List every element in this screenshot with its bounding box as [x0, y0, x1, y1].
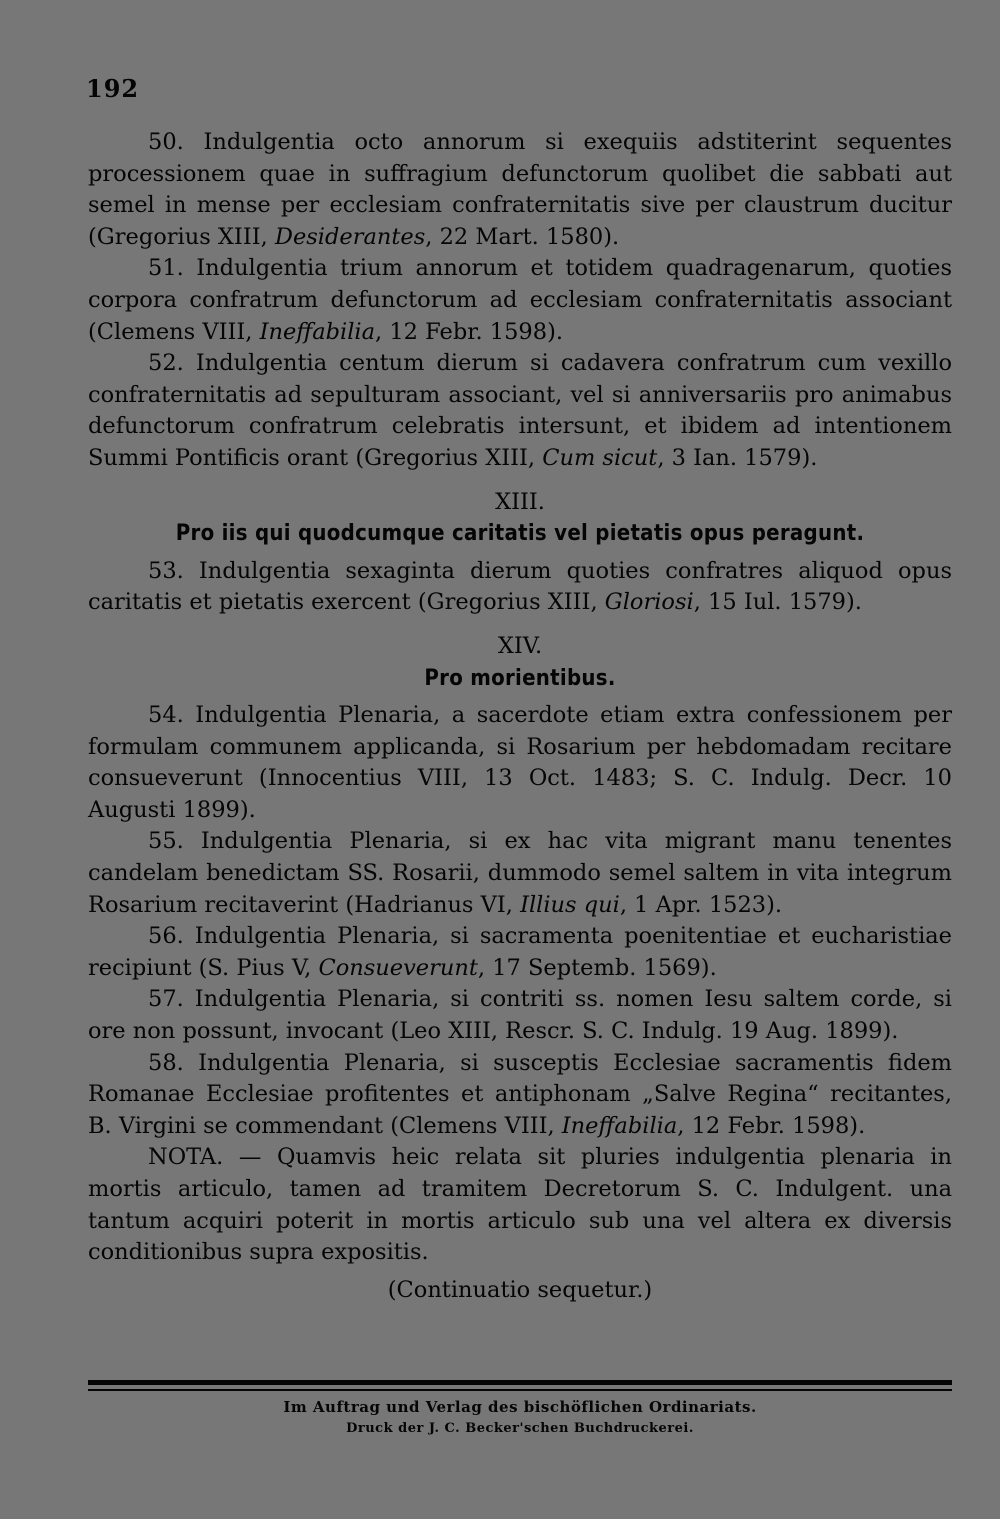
paragraph-58: 58. Indulgentia Plenaria, si susceptis Ecclesiae sacramentis fidem Romanae Ecclesiae profitentes et antiphonam „Salve Regina“ recitantes, B. Virgini se commendant (Clemens VIII, Ineffabilia, 12 Febr. 1598).: [88, 1049, 952, 1139]
imprint-printer: Druck der J. C. Becker'schen Buchdruckerei.: [346, 1421, 694, 1436]
paragraph-54: 54. Indulgentia Plenaria, a sacerdote etiam extra confessionem per formulam communem applicanda, si Rosarium per hebdomadam recitare consueverunt (Innocentius VIII, 13 Oct. 1483; S. C. Indulg. Decr. 10 Augusti 1899).: [88, 702, 952, 823]
page-number: 192: [86, 74, 140, 103]
section-number-xiii: XIII.: [495, 488, 545, 515]
section-title-xiv: Pro morientibus.: [424, 665, 616, 691]
footer-rule-thin: [88, 1389, 952, 1391]
paragraph-55: 55. Indulgentia Plenaria, si ex hac vita migrant manu tenentes candelam benedictam SS. Rosarii, dummodo semel saltem in vita integrum Rosarium recitaverint (Hadrianus VI, Illius qui, 1 Apr. 1523).: [88, 828, 952, 918]
imprint-publisher: Im Auftrag und Verlag des bischöflichen Ordinariats.: [283, 1398, 757, 1416]
paragraph-57: 57. Indulgentia Plenaria, si contriti ss. nomen Iesu saltem corde, si ore non possunt, invocant (Leo XIII, Rescr. S. C. Indulg. 19 Aug. 1899).: [88, 986, 952, 1045]
section-title-xiii: Pro iis qui quodcumque caritatis vel pietatis opus peragunt.: [175, 521, 865, 547]
paragraph-52: 52. Indulgentia centum dierum si cadavera confratrum cum vexillo confraternitatis ad sepulturam associant, vel si anniversariis pro animabus defunctorum confratrum celebratis intersunt, et ibidem ad intentionem Summi Pontificis orant (Gregorius XIII, Cum sicut, 3 Ian. 1579).: [88, 350, 952, 471]
body-text: [88, 127, 952, 1306]
paragraph-50: 50. Indulgentia octo annorum si exequiis adstiterint sequentes processionem quae in suffragium defunctorum quolibet die sabbati aut semel in mense per ecclesiam confraternitatis sive per claustrum ducitur (Gregorius XIII, Desiderantes, 22 Mart. 1580).: [88, 129, 952, 250]
paragraph-53: 53. Indulgentia sexaginta dierum quoties confratres aliquod opus caritatis et pietatis exercent (Gregorius XIII, Gloriosi, 15 Iul. 1579).: [88, 557, 952, 616]
paragraph-56: 56. Indulgentia Plenaria, si sacramenta poenitentiae et eucharistiae recipiunt (S. Pius V, Consueverunt, 17 Septemb. 1569).: [88, 923, 952, 981]
continuation-note: (Continuatio sequetur.): [387, 1276, 653, 1303]
footer-rule-thick: [88, 1380, 952, 1385]
paragraph-51: 51. Indulgentia trium annorum et totidem quadragenarum, quoties corpora confratrum defunctorum ad ecclesiam confraternitatis associant (Clemens VIII, Ineffabilia, 12 Febr. 1598).: [88, 255, 952, 345]
section-number-xiv: XIV.: [497, 632, 543, 659]
paragraph-nota: NOTA. — Quamvis heic relata sit pluries indulgentia plenaria in mortis articulo, tamen ad tramitem Decretorum S. C. Indulgent. una tantum acquiri poterit in mortis articulo sub una vel altera ex diversis conditionibus supra expositis.: [88, 1144, 952, 1266]
